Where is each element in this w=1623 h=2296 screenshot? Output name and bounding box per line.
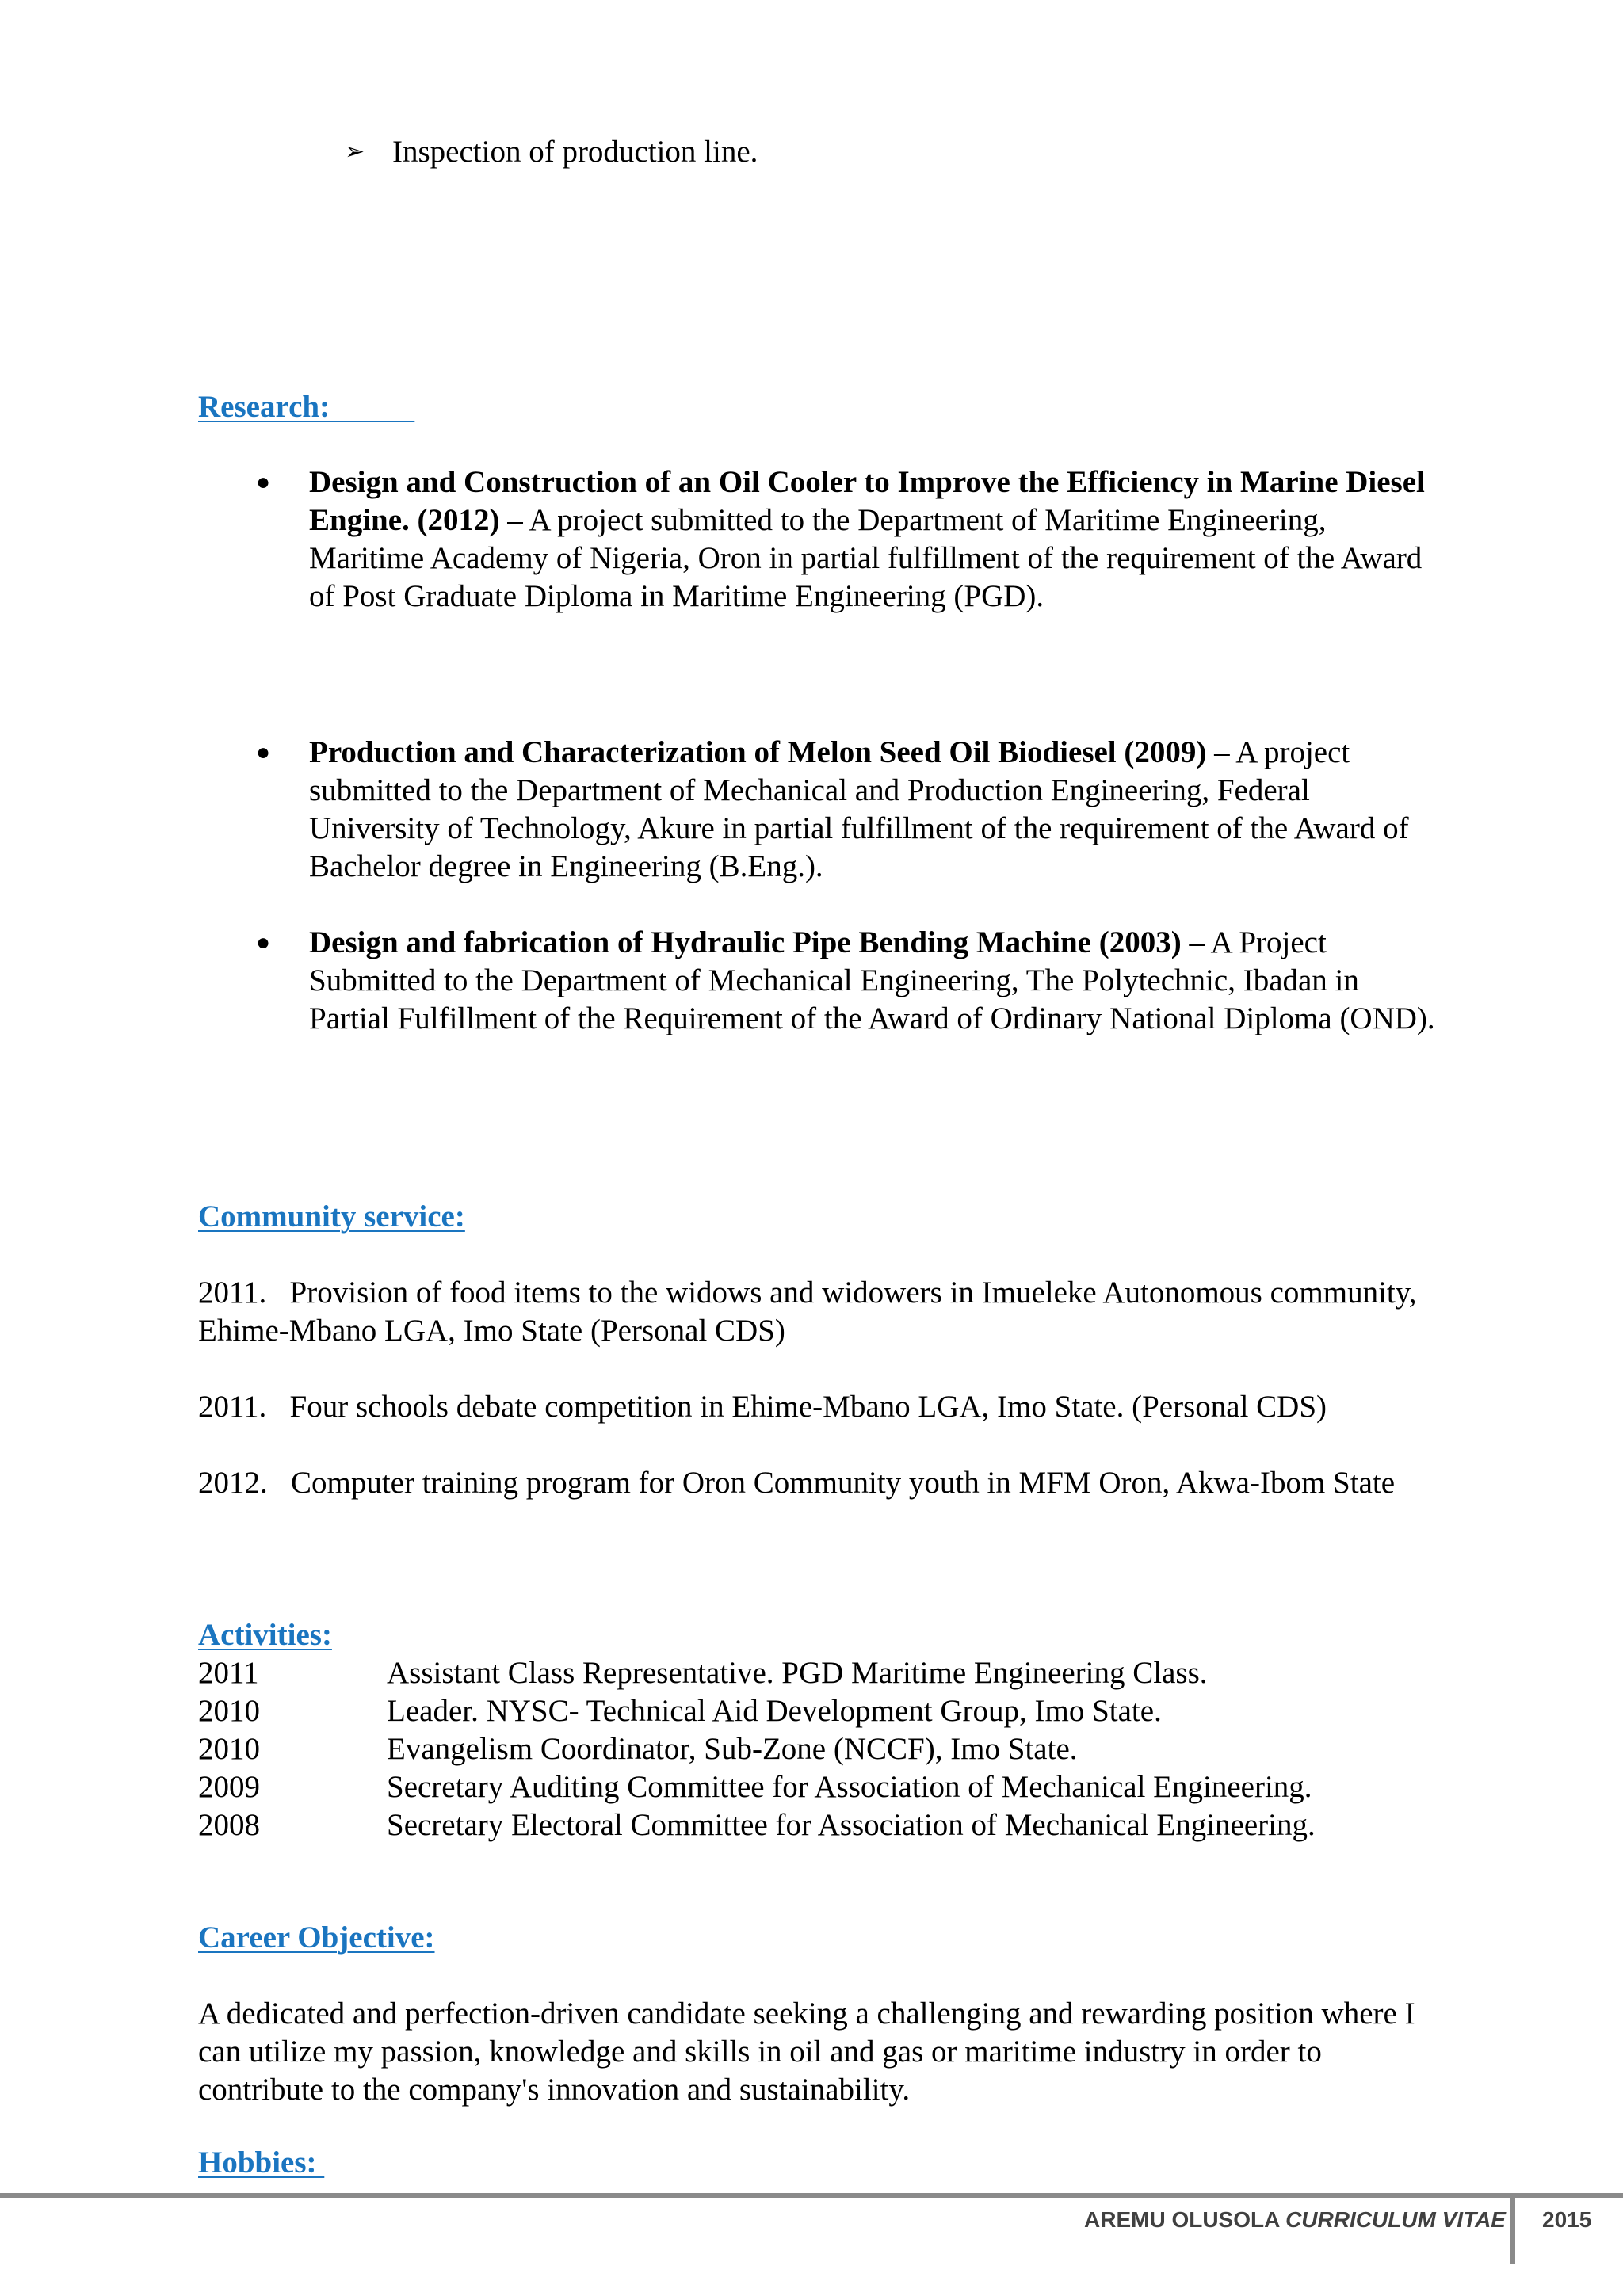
footer-rule — [0, 2193, 1623, 2198]
footer-separator — [1510, 2193, 1515, 2264]
career-heading: Career Objective: — [198, 1920, 435, 1955]
footer-year: 2015 — [1542, 2207, 1592, 2232]
research-title: Production and Characterization of Melon Seed Oil Biodiesel (2009) — [309, 735, 1207, 769]
research-title: Design and Construction of an Oil Cooler to Improve the Efficiency in Marine Diesel Engine. (2012) — [309, 465, 1425, 537]
activity-text: Secretary Electoral Committee for Association of Mechanical Engineering. — [387, 1808, 1316, 1842]
research-title: Design and fabrication of Hydraulic Pipe Bending Machine (2003) — [309, 925, 1182, 959]
bullet-icon: ● — [256, 739, 271, 765]
research-item — [252, 463, 1465, 616]
footer-title — [1084, 2204, 1506, 2236]
career-objective-text: A dedicated and perfection-driven candidate seeking a challenging and rewarding position where I can utilize my passion, knowledge and skills in oil and gas or maritime industry in order to contribute to the company's innovation and sustainability. — [198, 1997, 1415, 2107]
arrow-bullet-icon: ➢ — [345, 138, 365, 166]
activity-text: Assistant Class Representative. PGD Maritime Engineering Class. — [387, 1656, 1208, 1690]
community-entry: 2012. Computer training program for Oron Community youth in MFM Oron, Akwa-Ibom State — [198, 1466, 1396, 1500]
activity-year: 2011 — [198, 1656, 259, 1690]
activity-row — [198, 1730, 1316, 1768]
research-desc: – A project submitted to the Department of Maritime Engineering, Maritime Academy of Nigeria, Oron in partial fulfillment of the requirement of the Award of Post Graduate Diploma in Maritime Engineering (PGD). — [309, 503, 1423, 613]
research-desc: – A project submitted to the Department of Mechanical and Production Engineering, Federal University of Technology, Akure in partial fulfillment of the requirement of the Award of Bachelor degree in Engineering (B.Eng.). — [309, 735, 1409, 883]
activities-table — [198, 1654, 1316, 1844]
research-item — [252, 924, 1465, 1038]
bullet-icon: ● — [256, 469, 271, 495]
activity-year: 2010 — [198, 1732, 260, 1766]
activity-row — [198, 1768, 1316, 1806]
hobbies-heading: Hobbies: — [198, 2145, 325, 2180]
community-entry: 2011. Provision of food items to the widows and widowers in Imueleke Autonomous community, Ehime-Mbano LGA, Imo State (Personal CDS) — [198, 1276, 1425, 1348]
activity-text: Leader. NYSC- Technical Aid Development Group, Imo State. — [387, 1694, 1162, 1728]
bullet-icon: ● — [256, 929, 271, 955]
activity-row — [198, 1654, 1316, 1692]
activity-text: Evangelism Coordinator, Sub-Zone (NCCF), Imo State. — [387, 1732, 1078, 1766]
activity-year: 2010 — [198, 1694, 260, 1728]
activity-year: 2008 — [198, 1808, 260, 1842]
activities-heading: Activities: — [198, 1618, 332, 1652]
community-heading: Community service: — [198, 1199, 465, 1234]
activity-year: 2009 — [198, 1770, 260, 1804]
footer-name: AREMU OLUSOLA — [1084, 2207, 1286, 2232]
activity-row — [198, 1806, 1316, 1844]
production-line-text: Inspection of production line. — [392, 135, 758, 169]
production-line-item — [345, 133, 758, 171]
research-desc: – A Project Submitted to the Department of Mechanical Engineering, The Polytechnic, Ibadan in Partial Fulfillment of the Requirement of the Award of Ordinary National Diploma (OND). — [309, 925, 1435, 1035]
community-entry: 2011. Four schools debate competition in Ehime-Mbano LGA, Imo State. (Personal CDS) — [198, 1390, 1327, 1424]
footer-doc-type: CURRICULUM VITAE — [1285, 2207, 1506, 2232]
activity-text: Secretary Auditing Committee for Association of Mechanical Engineering. — [387, 1770, 1312, 1804]
activity-row — [198, 1692, 1316, 1730]
research-heading: Research: — [198, 390, 415, 424]
research-item — [252, 734, 1465, 886]
